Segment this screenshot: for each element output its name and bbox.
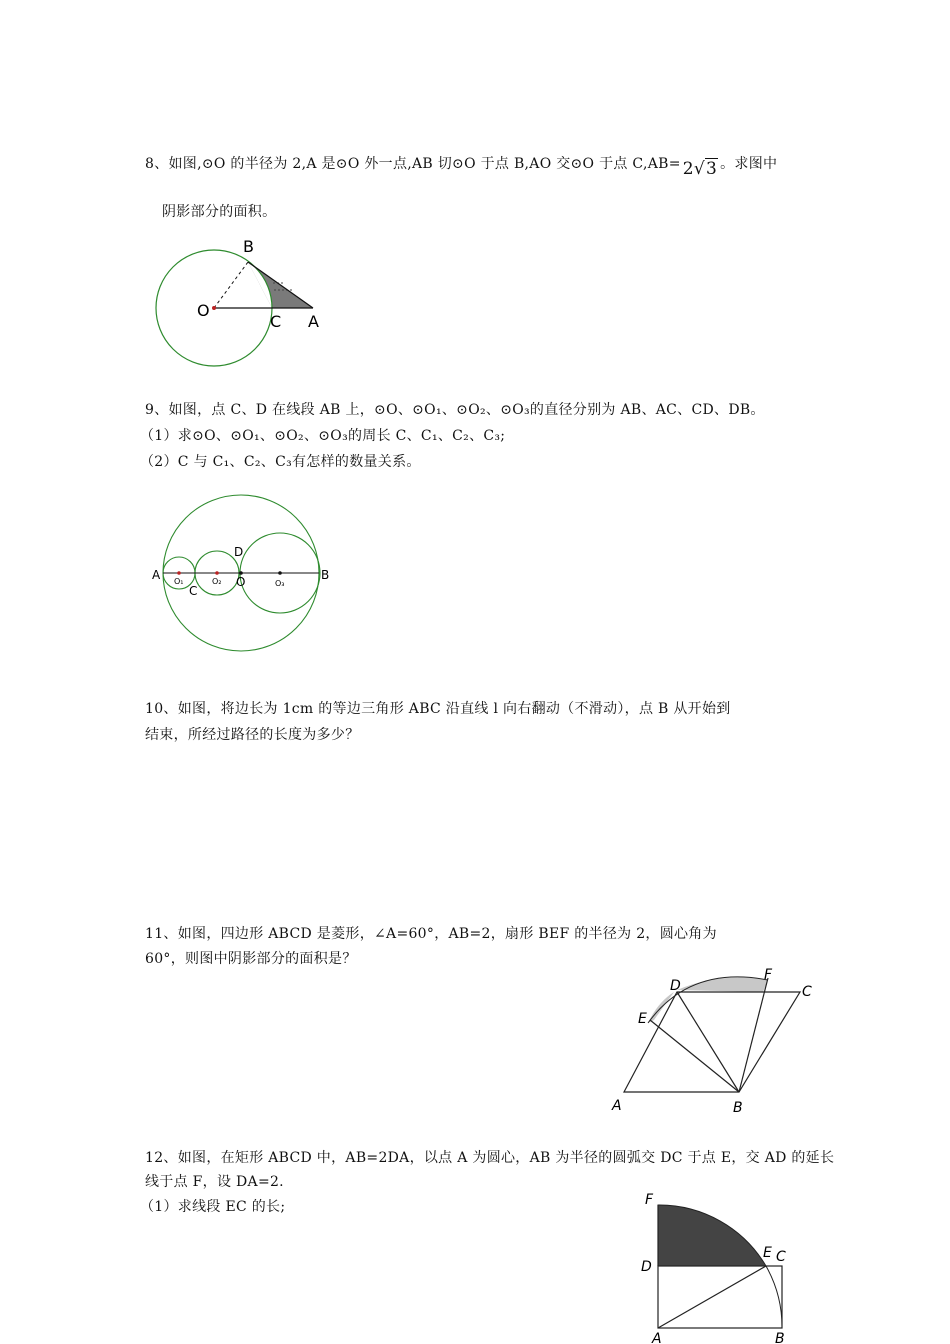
q12-label-a: A (652, 1331, 662, 1344)
q10-line1: 10、如图，将边长为 1cm 的等边三角形 ABC 沿直线 l 向右翻动（不滑动），点 B 从开始到 (145, 701, 731, 717)
q9-label-d: D (234, 545, 244, 559)
q11-label-f: F (764, 967, 773, 983)
q10-line2: 结束，所经过路径的长度为多少？ (145, 727, 360, 743)
q12-line3: （1）求线段 EC 的长; (140, 1199, 286, 1215)
q12-arc-be (766, 1266, 782, 1328)
q8-label-a: A (308, 312, 319, 331)
q9-label-o3: O₃ (275, 579, 285, 588)
q9-label-c: C (189, 584, 198, 598)
q9-line3: （2）C 与 C₁、C₂、C₃有怎样的数量关系。 (140, 454, 421, 470)
q12-line1: 12、如图，在矩形 ABCD 中，AB=2DA，以点 A 为圆心，AB 为半径的圆弧交 DC 于点 E，交 AD 的延长 (145, 1150, 835, 1166)
q9-label-o1: O₁ (174, 577, 184, 586)
q11-label-d: D (670, 978, 681, 994)
q12-label-e: E (763, 1245, 772, 1261)
q12-label-f: F (645, 1192, 654, 1208)
q11-label-a: A (612, 1098, 622, 1114)
q8-text-b: 。求图中 (720, 156, 778, 172)
q12-line2: 线于点 F，设 DA=2. (145, 1174, 284, 1190)
q12-rectangle (658, 1266, 782, 1328)
q12-segment-ae (658, 1266, 766, 1328)
q9-label-b: B (321, 568, 330, 582)
q11-label-b: B (733, 1100, 743, 1116)
q8-label-o: O (197, 301, 210, 320)
q9-label-o2: O₂ (212, 577, 222, 586)
q12-label-b: B (775, 1331, 785, 1344)
q12-label-c: C (776, 1249, 786, 1265)
q8-label-b: B (243, 237, 254, 256)
q9-label-a: A (152, 568, 161, 582)
q8-label-c: C (270, 312, 282, 331)
q11-label-e: E (638, 1011, 647, 1027)
q9-label-o: O (236, 575, 246, 589)
q8-text-a: 8、如图,⊙O 的半径为 2,A 是⊙O 外一点,AB 切⊙O 于点 B,AO 交⊙O 于点 C,AB= (145, 156, 681, 172)
q8-line2: 阴影部分的面积。 (162, 204, 277, 220)
q11-label-c: C (802, 984, 812, 1000)
q8-ab-value: 2√3 (682, 159, 718, 179)
q11-line1: 11、如图，四边形 ABCD 是菱形，∠A=60°，AB=2，扇形 BEF 的半径为 2，圆心角为 (145, 926, 717, 942)
q12-shaded-region (658, 1205, 766, 1266)
q12-label-d: D (641, 1259, 652, 1275)
q9-line2: （1）求⊙O、⊙O₁、⊙O₂、⊙O₃的周长 C、C₁、C₂、C₃; (140, 428, 506, 444)
q11-line2: 60°，则图中阴影部分的面积是？ (145, 951, 357, 967)
q9-line1: 9、如图，点 C、D 在线段 AB 上，⊙O、⊙O₁、⊙O₂、⊙O₃的直径分别为 AB、AC、CD、DB。 (145, 402, 765, 418)
